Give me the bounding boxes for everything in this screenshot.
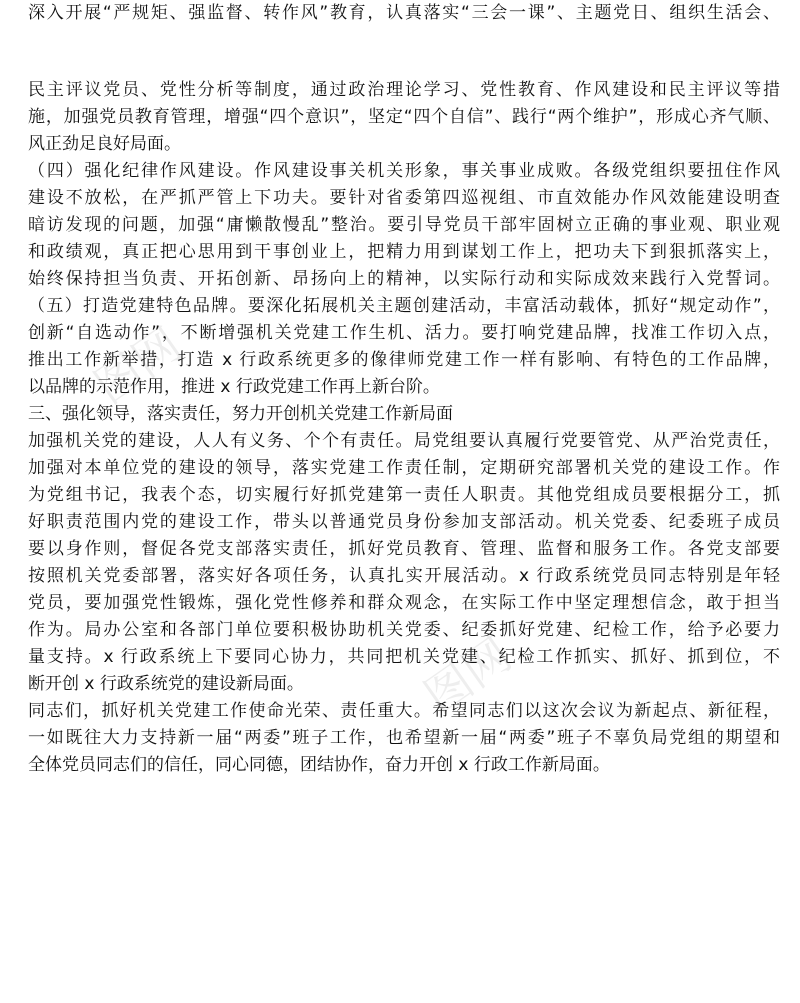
paragraph-line: 始终保持担当负责、开拓创新、昂扬向上的精神，以实际行动和实际成效来践行入党誓词。 (28, 269, 780, 289)
paragraph-line: 同志们，抓好机关党建工作使命光荣、责任重大。希望同志们以这次会议为新起点、新征程， (28, 701, 780, 721)
paragraph-line: 一如既往大力支持新一届“两委”班子工作，也希望新一届“两委”班子不辜负局党组的期望和 (28, 728, 780, 748)
paragraph-line: 好职责范围内党的建设工作，带头以普通党员身份参加支部活动。机关党委、纪委班子成员 (28, 512, 780, 532)
paragraph-line: 按照机关党委部署，落实好各项任务，认真扎实开展活动。x 行政系统党员同志特别是年轻 (28, 566, 780, 586)
paragraph-line: （五）打造党建特色品牌。要深化拓展机关主题创建活动，丰富活动载体，抓好“规定动作”， (28, 296, 780, 316)
paragraph-line: 为党组书记，我表个态，切实履行好抓党建第一责任人职责。其他党组成员要根据分工，抓 (28, 485, 780, 505)
paragraph-line: 作为。局办公室和各部门单位要积极协助机关党委、纪委抓好党建、纪检工作，给予必要力 (28, 620, 780, 640)
watermark: 图网 (414, 626, 521, 724)
section-heading: 三、强化领导，落实责任，努力开创机关党建工作新局面 (28, 404, 453, 424)
paragraph-line: 断开创 x 行政系统党的建设新局面。 (28, 674, 304, 694)
watermark: 图网 (84, 316, 191, 414)
paragraph-line: 加强对本单位党的建设的领导，落实党建工作责任制，定期研究部署机关党的建设工作。作 (28, 458, 780, 478)
paragraph-line: 党员，要加强党性锻炼，强化党性修养和群众观念，在实际工作中坚定理想信念，敢于担当 (28, 593, 780, 613)
paragraph-line: 施，加强党员教育管理，增强“四个意识”，坚定“四个自信”、践行“两个维护”，形成心齐气顺、 (28, 107, 780, 127)
paragraph-line: 量支持。x 行政系统上下要同心协力，共同把机关党建、纪检工作抓实、抓好、抓到位，不 (28, 647, 780, 667)
paragraph-line: （四）强化纪律作风建设。作风建设事关机关形象，事关事业成败。各级党组织要扭住作风 (28, 161, 780, 181)
paragraph-line: 创新“自选动作”，不断增强机关党建工作生机、活力。要打响党建品牌，找准工作切入点， (28, 323, 780, 343)
paragraph-line: 建设不放松，在严抓严管上下功夫。要针对省委第四巡视组、市直效能办作风效能建设明查 (28, 188, 780, 208)
paragraph-line: 深入开展“严规矩、强监督、转作风”教育，认真落实“三会一课”、主题党日、组织生活会、 (28, 3, 780, 23)
paragraph-line: 民主评议党员、党性分析等制度，通过政治理论学习、党性教育、作风建设和民主评议等措 (28, 80, 780, 100)
paragraph-line: 和政绩观，真正把心思用到干事创业上，把精力用到谋划工作上，把功夫下到狠抓落实上， (28, 242, 780, 262)
paragraph-line: 要以身作则，督促各党支部落实责任，抓好党员教育、管理、监督和服务工作。各党支部要 (28, 539, 780, 559)
paragraph-line: 以品牌的示范作用，推进 x 行政党建工作再上新台阶。 (28, 377, 440, 397)
paragraph-line: 推出工作新举措，打造 x 行政系统更多的像律师党建工作一样有影响、有特色的工作品牌， (28, 350, 780, 370)
paragraph-line: 暗访发现的问题，加强“庸懒散慢乱”整治。要引导党员干部牢固树立正确的事业观、职业观 (28, 215, 780, 235)
paragraph-line: 加强机关党的建设，人人有义务、个个有责任。局党组要认真履行党要管党、从严治党责任， (28, 431, 780, 451)
paragraph-line: 风正劲足良好局面。 (28, 134, 181, 154)
paragraph-line: 全体党员同志们的信任，同心同德，团结协作，奋力开创 x 行政工作新局面。 (28, 755, 610, 775)
